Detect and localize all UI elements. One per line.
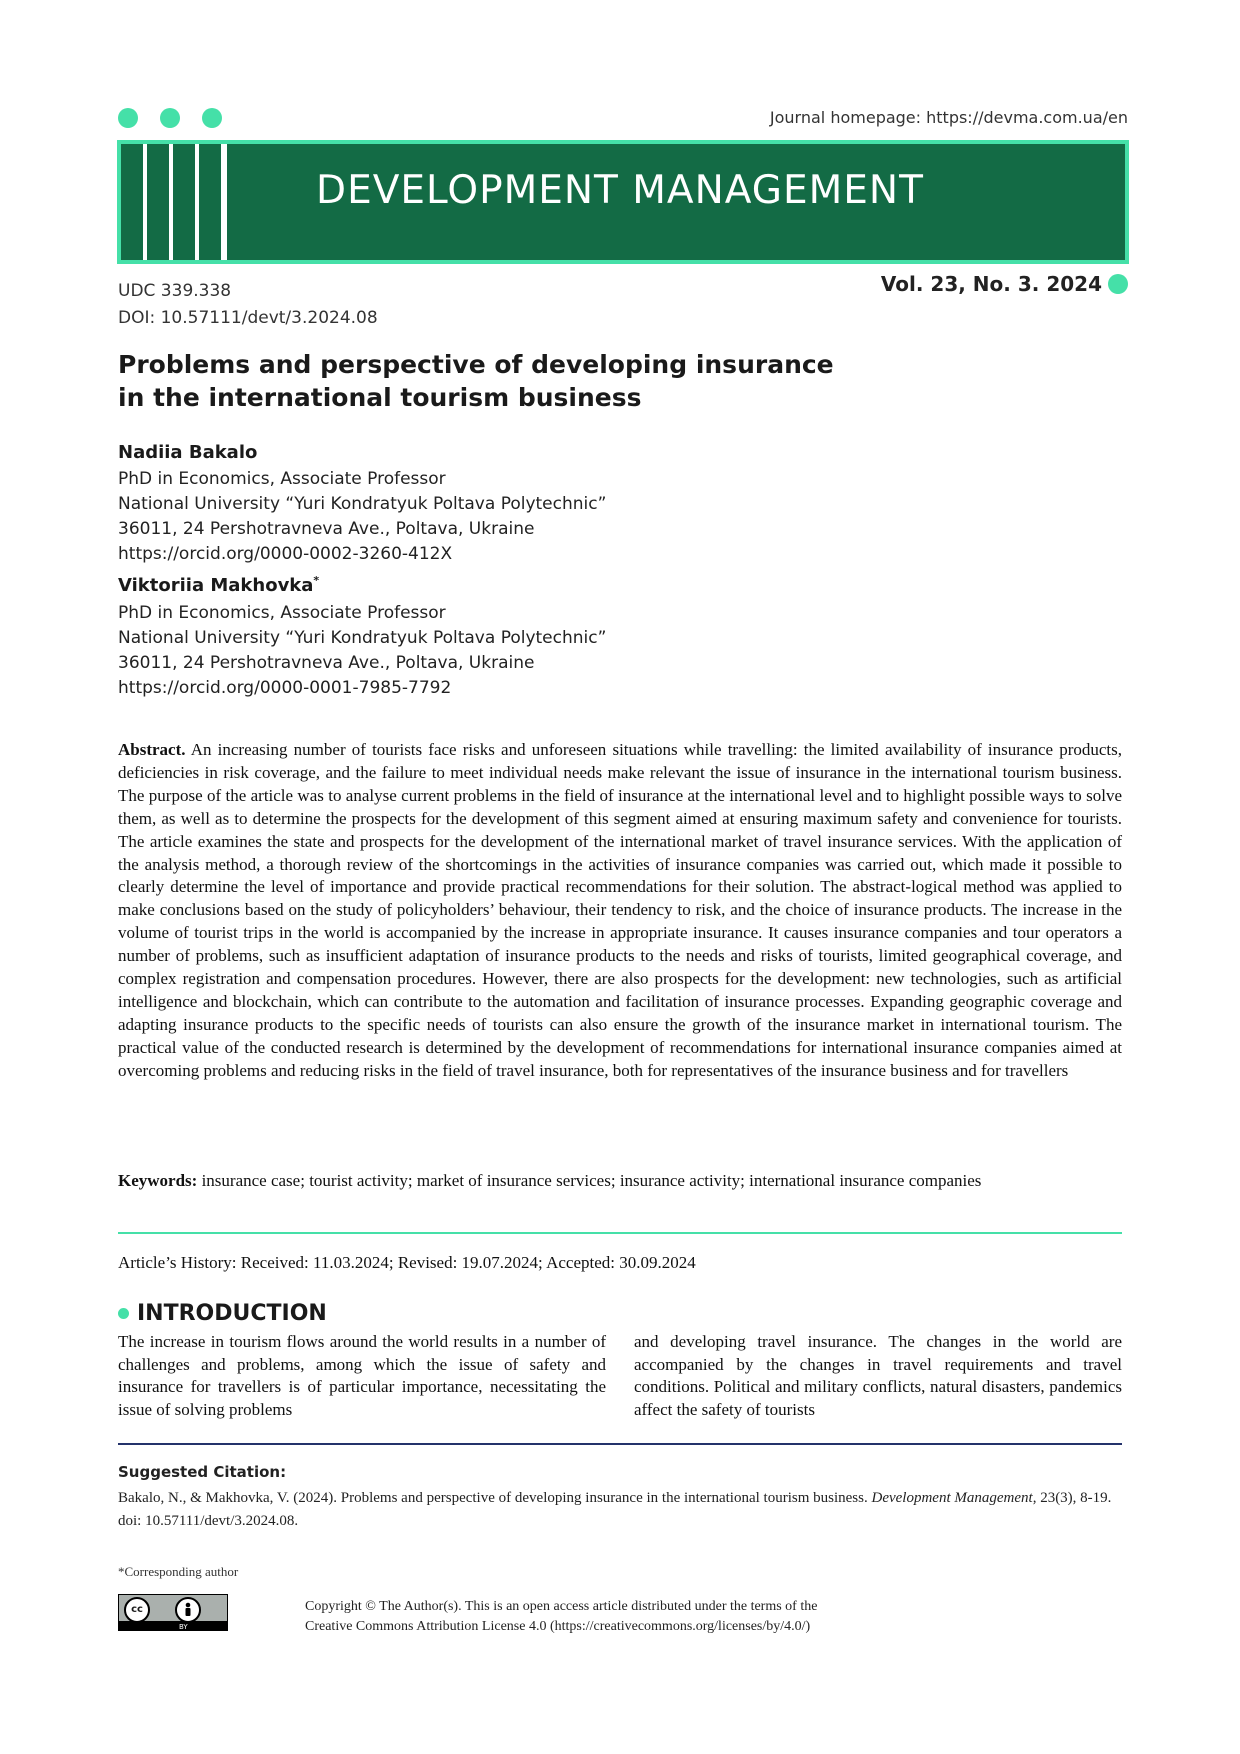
divider bbox=[118, 1443, 1122, 1445]
abstract bbox=[118, 739, 1122, 1083]
author-affiliation: PhD in Economics, Associate Professor National University “Yuri Kondratyuk Poltava Polytechnic” 36011, 24 Pershotravneva Ave., Poltava, Ukraine https://orcid.org/0000-0001-7985-7792 bbox=[118, 601, 606, 701]
decorative-dots bbox=[118, 108, 222, 128]
dot-icon bbox=[118, 108, 138, 128]
person-icon bbox=[175, 1597, 201, 1623]
by-label: BY bbox=[179, 1623, 188, 1631]
intro-column-left: The increase in tourism flows around the world results in a number of challenges and problems, among which the issue of safety and insurance for travellers is of particular importance, necessitating the issue of solving problems bbox=[118, 1332, 606, 1420]
doi[interactable]: DOI: 10.57111/devt/3.2024.08 bbox=[118, 308, 378, 328]
intro-column-right: and developing travel insurance. The changes in the world are accompanied by the changes in travel requirements and travel conditions. Political and military conflicts, natural disasters, pandemics affect the safety of tourists bbox=[634, 1332, 1122, 1420]
journal-title: DEVELOPMENT MANAGEMENT bbox=[316, 168, 924, 213]
citation-label: Suggested Citation: bbox=[118, 1463, 287, 1481]
article-identifiers bbox=[118, 278, 378, 332]
keywords-text: insurance case; tourist activity; market of insurance services; insurance activity; international insurance companies bbox=[201, 1171, 982, 1190]
divider bbox=[118, 1232, 1122, 1234]
author-affiliation: PhD in Economics, Associate Professor National University “Yuri Kondratyuk Poltava Polytechnic” 36011, 24 Pershotravneva Ave., Poltava, Ukraine https://orcid.org/0000-0002-3260-412X bbox=[118, 467, 606, 567]
volume-info: Vol. 23, No. 3. 2024 bbox=[880, 272, 1102, 296]
cc-icon: cc bbox=[124, 1597, 150, 1623]
license-link[interactable]: Creative Commons Attribution License 4.0 (https://creativecommons.org/licenses/by/4.0/) bbox=[305, 1619, 811, 1634]
article-title: Problems and perspective of developing insurance in the international tourism business bbox=[118, 350, 834, 412]
journal-homepage-link[interactable]: Journal homepage: https://devma.com.ua/en bbox=[769, 108, 1128, 127]
dot-icon bbox=[202, 108, 222, 128]
dot-icon bbox=[1108, 274, 1128, 294]
abstract-label: Abstract. bbox=[118, 740, 186, 759]
keywords bbox=[118, 1169, 1122, 1192]
section-title: INTRODUCTION bbox=[137, 1301, 327, 1326]
copyright-notice: Copyright © The Author(s). This is an open access article distributed under the terms of the Creative Commons Attribution License 4.0 (https://creativecommons.org/licenses/by/4.0/) bbox=[305, 1597, 965, 1637]
author-name: Nadiia Bakalo bbox=[118, 442, 258, 463]
author-name: Viktoriia Makhovka* bbox=[118, 574, 320, 596]
orcid-link[interactable]: https://orcid.org/0000-0002-3260-412X bbox=[118, 544, 453, 564]
udc-code: UDC 339.338 bbox=[118, 281, 232, 301]
bullet-dot-icon bbox=[118, 1308, 129, 1319]
citation-text: Bakalo, N., & Makhovka, V. (2024). Problems and perspective of developing insurance in the international tourism business. Development Management, 23(3), 8-19. doi: 10.57111/devt/3.2024.08. bbox=[118, 1490, 1112, 1529]
abstract-text: An increasing number of tourists face risks and unforeseen situations while travelling: the limited availability of insurance products, deficiencies in risk coverage, and the failure to meet individual needs make relevant the issue of insurance in the international tourism business. The purpose of the article was to analyse current problems in the field of insurance at the international level and to highlight possible ways to solve them, as well as to determine the prospects for the development of this segment aimed at ensuring maximum safety and convenience for tourists. The article examines the state and prospects for the development of the international market of travel insurance services. With the application of the analysis method, a thorough review of the shortcomings in the activities of insurance companies was carried out, which made it possible to clearly determine the level of importance and provide practical recommendations for their solution. The abstract-logical method was applied to make conclusions based on the study of policyholders’ behaviour, their tendency to risk, and the choice of insurance products. The increase in the volume of tourist trips in the world is accompanied by the increase in appropriate insurance. It causes insurance companies and tour operators a number of problems, such as insufficient adaptation of insurance products to the needs and risks of tourists, limited geographical coverage, and complex registration and compensation procedures. However, there are also prospects for the development: new technologies, such as artificial intelligence and blockchain, which can contribute to the automation and facilitation of insurance processes. Expanding geographic coverage and adapting insurance products to the specific needs of tourists can also ensure the growth of the insurance market in international tourism. The practical value of the conducted research is determined by the development of recommendations for international insurance companies aimed at overcoming problems and reducing risks in the field of travel insurance, both for representatives of the insurance business and for travellers bbox=[118, 740, 1123, 1080]
introduction-heading bbox=[118, 1301, 327, 1326]
banner-stripes bbox=[117, 140, 227, 264]
keywords-label: Keywords: bbox=[118, 1171, 198, 1190]
dot-icon bbox=[160, 108, 180, 128]
article-history: Article’s History: Received: 11.03.2024; Revised: 19.07.2024; Accepted: 30.09.2024 bbox=[118, 1253, 696, 1272]
orcid-link[interactable]: https://orcid.org/0000-0001-7985-7792 bbox=[118, 678, 452, 698]
corresponding-author-note: *Corresponding author bbox=[118, 1564, 239, 1579]
cc-by-license-badge[interactable] bbox=[118, 1594, 228, 1631]
